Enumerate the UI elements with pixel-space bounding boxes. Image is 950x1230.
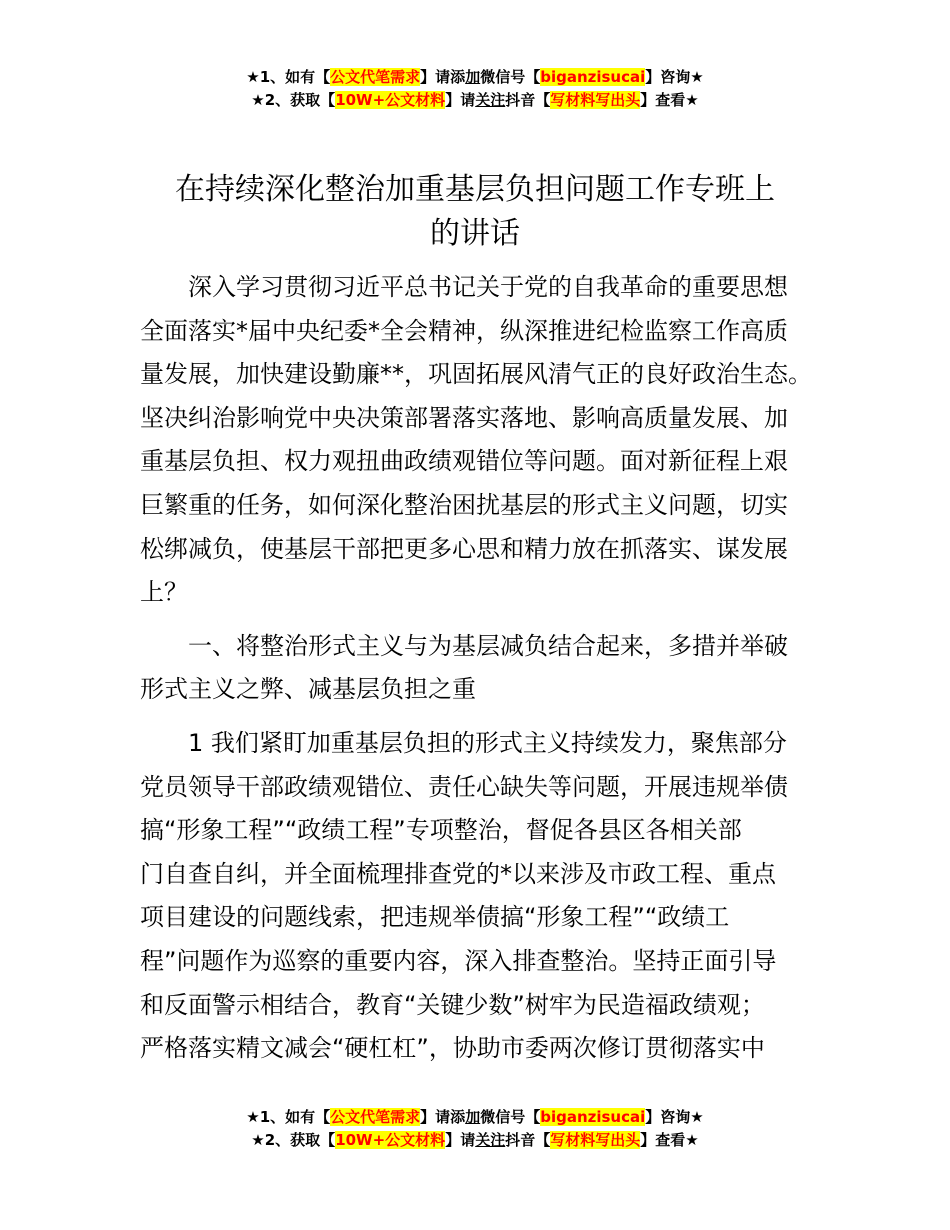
banner-text: 】请添	[420, 1108, 466, 1126]
section-heading-1	[140, 625, 816, 712]
banner-text: 】咨询★	[645, 68, 704, 86]
paragraph-intro	[140, 266, 816, 615]
banner-underlined-text: 加	[465, 1108, 481, 1126]
text-line: 和反面警示相结合，教育“关键少数”树牢为民造福政绩观；	[140, 990, 765, 1019]
text-line: 上？	[140, 578, 188, 607]
document-title	[0, 168, 950, 256]
text-line: 全面落实*届中央纪委*全会精神，纵深推进纪检监察工作高质	[140, 316, 788, 345]
text-line: 坚决纠治影响党中央决策部署落实落地、影响高质量发展、加	[140, 403, 788, 432]
banner-highlight: biganzisucai	[540, 1108, 646, 1126]
text-line: 巨繁重的任务，如何深化整治困扰基层的形式主义问题，切实	[140, 490, 788, 519]
text-line: 一、将整治形式主义与为基层减负结合起来，多措并举破	[188, 631, 788, 660]
banner-underlined-text: 关注	[475, 1131, 506, 1149]
text-line: 深入学习贯彻习近平总书记关于党的自我革命的重要思想	[188, 273, 788, 301]
title-line-1: 在持续深化整治加重基层负担问题工作专班上	[175, 172, 775, 207]
banner-highlight: 公文代笔需求	[330, 1108, 421, 1126]
text-line: 程”问题作为巡察的重要内容，深入排查整治。坚持正面引导	[140, 946, 777, 975]
banner-text: 】请	[445, 1131, 476, 1149]
text-line: 严格落实精文减会“硬杠杠”，协助市委两次修订贯彻落实中	[140, 1034, 765, 1063]
banner-text: 】查看★	[640, 91, 699, 109]
document-body	[140, 266, 816, 1071]
text-line: 1 我们紧盯加重基层负担的形式主义持续发力，聚焦部分	[188, 728, 787, 757]
text-line: 形式主义之弊、减基层负担之重	[140, 675, 476, 704]
text-line: 项目建设的问题线索，把违规举债搞“形象工程”“政绩工	[140, 903, 730, 932]
banner-text: 抖音【	[505, 1131, 551, 1149]
banner-highlight: 10W+公文材料	[335, 1131, 446, 1149]
text-line: 门自查自纠，并全面梳理排查党的*以来涉及市政工程、重点	[140, 859, 776, 888]
banner-highlight: 10W+公文材料	[335, 91, 446, 109]
text-line: 重基层负担、权力观扭曲政绩观错位等问题。面对新征程上艰	[140, 447, 788, 476]
banner-text: 】咨询★	[645, 1108, 704, 1126]
text-line: 量发展，加快建设勤廉**，巩固拓展风清气正的良好政治生态。	[140, 360, 812, 389]
banner-text: ★2、获取【	[251, 91, 336, 109]
banner-underlined-text: 加	[465, 68, 481, 86]
banner-underlined-text: 关注	[475, 91, 506, 109]
banner-text: ★1、如有【	[246, 68, 331, 86]
banner-text: 微信号【	[480, 1108, 541, 1126]
banner-text: 】请添	[420, 68, 466, 86]
banner-text: 】请	[445, 91, 476, 109]
title-line-2: 的讲话	[430, 216, 520, 251]
banner-text: 抖音【	[505, 91, 551, 109]
banner-text: 】查看★	[640, 1131, 699, 1149]
text-line: 搞“形象工程”“政绩工程”专项整治，督促各县区各相关部	[140, 816, 742, 845]
footer-banner	[0, 1106, 950, 1152]
banner-text: ★2、获取【	[251, 1131, 336, 1149]
banner-highlight: 公文代笔需求	[330, 68, 421, 86]
text-line: 松绑减负，使基层干部把更多心思和精力放在抓落实、谋发展	[140, 534, 788, 563]
banner-line-1	[0, 1106, 950, 1129]
banner-line-2	[0, 1129, 950, 1152]
header-banner	[0, 66, 950, 112]
text-line: 党员领导干部政绩观错位、责任心缺失等问题，开展违规举债	[140, 772, 788, 801]
paragraph-point-1	[140, 722, 816, 1071]
banner-text: 微信号【	[480, 68, 541, 86]
banner-highlight: 写材料写出头	[550, 1131, 641, 1149]
banner-highlight: biganzisucai	[540, 68, 646, 86]
banner-text: ★1、如有【	[246, 1108, 331, 1126]
banner-line-2	[0, 89, 950, 112]
banner-line-1	[0, 66, 950, 89]
banner-highlight: 写材料写出头	[550, 91, 641, 109]
